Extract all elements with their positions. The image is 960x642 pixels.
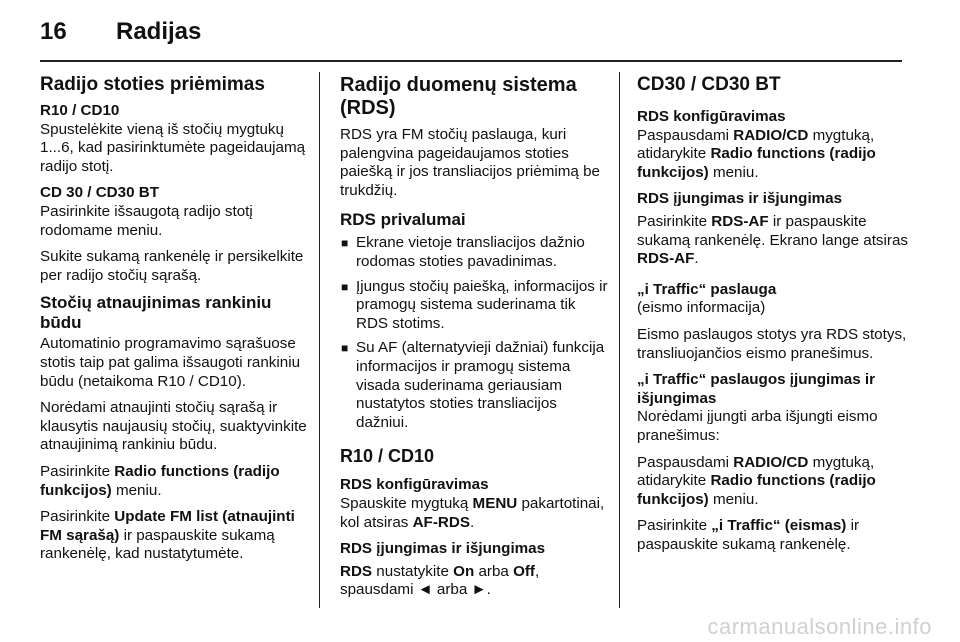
r10-text: Spustelėkite vieną iš stočių mygtukų 1...6, kad pasirinktumėte pageidaujamą radijo stotį.	[40, 120, 306, 175]
page-number: 16	[40, 18, 67, 45]
rds-advantages-heading: RDS privalumai	[340, 210, 466, 230]
header-rule	[40, 60, 902, 62]
column-divider-1	[319, 72, 320, 608]
list-item: ■ Ekrane vietoje transliacijos dažnio rodomas stoties pavadinimas.	[341, 234, 585, 270]
traffic-toggle-text: Norėdami įjungti arba išjungti eismo pranešimus:	[637, 408, 878, 444]
list-item: ■ Įjungus stočių paiešką, informacijos ir pramogų sistema suderinama tik RDS stotims.	[341, 277, 608, 332]
bullet-square-icon: ■	[341, 236, 349, 251]
rds-config-text: Spauskite mygtuką MENU pakartotinai, kol atsiras AF-RDS.	[340, 494, 605, 531]
rds-onoff-title-cd30: RDS įjungimas ir išjungimas	[637, 190, 843, 208]
rds-intro: RDS yra FM stočių paslauga, kuri palengvina pageidaujamos stoties paiešką ir jos transliacijos priėmimą be trukdžių.	[340, 126, 600, 199]
manual-update-heading: Stočių atnaujinimas rankiniu būdu	[40, 293, 272, 333]
bullet-square-icon: ■	[341, 279, 349, 294]
page-header	[40, 14, 920, 54]
list-item: ■ Su AF (alternatyvieji dažniai) funkcija informacijos ir pramogų sistema visada suderinama geriausiam nustatytos stoties transliacijos dažniui.	[341, 339, 605, 431]
bullet-square-icon: ■	[341, 341, 349, 356]
station-reception-heading: Radijo stoties priėmimas	[40, 74, 265, 95]
traffic-text: Eismo paslaugos stotys yra RDS stotys, transliuojančios eismo pranešimus.	[637, 325, 907, 362]
rds-heading: Radijo duomenų sistema (RDS)	[340, 74, 577, 119]
rds-onoff-text-cd30: Pasirinkite RDS-AF ir paspauskite sukamą rankenėlę. Ekrano lange atsiras RDS-AF.	[637, 212, 908, 268]
column-2	[340, 74, 610, 608]
rds-config-title: RDS konfigūravimas	[340, 476, 489, 494]
column-1	[40, 74, 310, 572]
column-3	[637, 74, 922, 562]
rds-advantages-list	[340, 234, 610, 432]
cd30-text: Pasirinkite išsaugotą radijo stotį rodomame meniu.	[40, 202, 253, 239]
section-title: Radijas	[116, 18, 202, 45]
select-update-fm-list: Pasirinkite Update FM list (atnaujinti FM sąrašą) ir paspauskite sukamą rankenėlę, kad nustatytumėte.	[40, 508, 295, 563]
cd30-title: CD 30 / CD30 BT	[40, 184, 160, 202]
rds-config-title-cd30: RDS konfigūravimas	[637, 108, 786, 125]
r10-cd10-heading: R10 / CD10	[340, 446, 435, 467]
select-radio-functions: Pasirinkite Radio functions (radijo funkcijos) meniu.	[40, 462, 280, 499]
traffic-toggle-title: „i Traffic“ paslaugos įjungimas ir išjungimas	[637, 371, 875, 407]
manual-text-2: Norėdami atnaujinti stočių sąrašą ir klausytis naujausių stočių, suaktyvinkite atnaujinimą rankiniu būdu.	[40, 399, 307, 454]
traffic-open-menu: Paspausdami RADIO/CD mygtuką, atidarykite Radio functions (radijo funkcijos) meniu.	[637, 453, 876, 508]
cd30-text-2: Sukite sukamą rankenėlę ir persikelkite per radijo stočių sąrašą.	[40, 248, 304, 284]
traffic-sub: (eismo informacija)	[637, 299, 766, 317]
rds-onoff-title: RDS įjungimas ir išjungimas	[340, 540, 546, 558]
rds-config-text-cd30: Paspausdami RADIO/CD mygtuką, atidarykite Radio functions (radijo funkcijos) meniu.	[637, 126, 876, 181]
traffic-select: Pasirinkite „i Traffic“ (eismas) ir paspauskite sukamą rankenėlę.	[637, 517, 859, 553]
watermark: carmanualsonline.info	[707, 614, 932, 639]
manual-text: Automatinio programavimo sąrašuose stotis taip pat galima išsaugoti rankiniu būdu (netaikoma R10 / CD10).	[40, 335, 301, 390]
r10-title: R10 / CD10	[40, 102, 120, 119]
traffic-title: „i Traffic“ paslauga	[637, 280, 777, 298]
rds-onoff-text: RDS nustatykite On arba Off, spausdami ◄ arba ►.	[340, 562, 540, 599]
cd30-heading: CD30 / CD30 BT	[637, 74, 781, 95]
column-divider-2	[619, 72, 620, 608]
